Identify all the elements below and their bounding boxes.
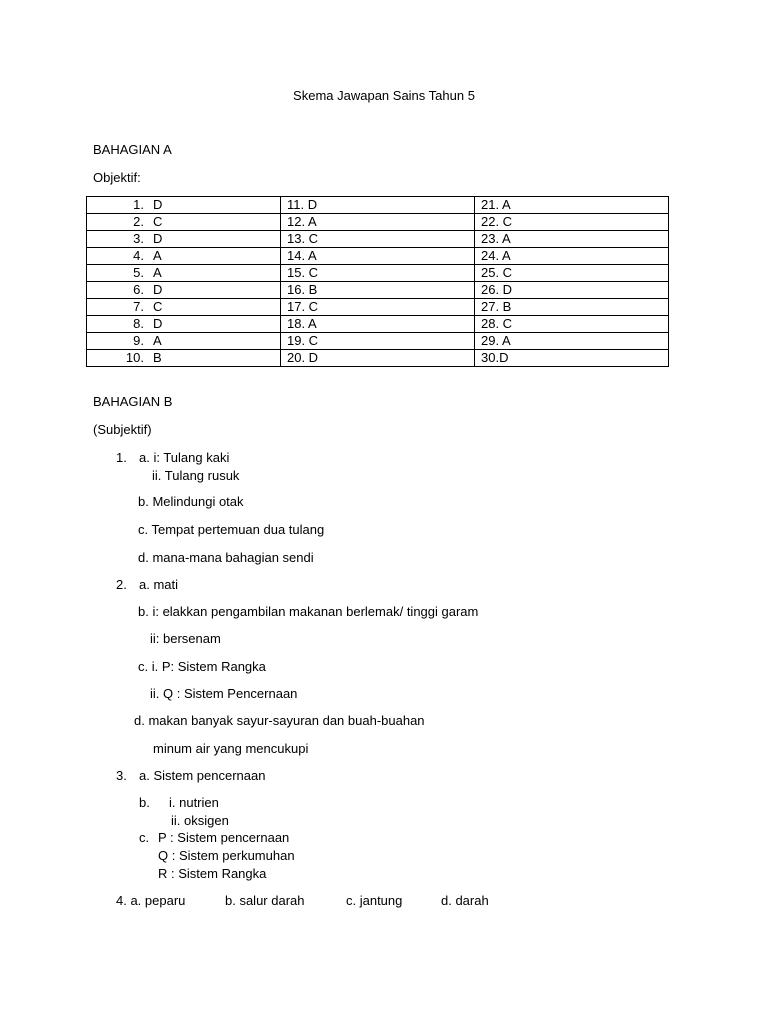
answer-letter: A [153, 248, 162, 263]
question-number: 9. [133, 333, 144, 348]
q2-answer-c-i: c. i. P: Sistem Rangka [138, 659, 266, 674]
q4-answer-b: b. salur darah [225, 893, 305, 908]
q1-number: 1. [116, 450, 127, 465]
question-number: 3. [133, 231, 144, 246]
q1-answer-b: b. Melindungi otak [138, 494, 244, 509]
answer-cell [87, 282, 281, 299]
table-row [87, 333, 669, 350]
section-a-subheading: Objektif: [93, 170, 141, 185]
answer-cell [87, 248, 281, 265]
table-row [87, 350, 669, 367]
q2-answer-a: a. mati [139, 577, 179, 592]
answer-cell: 19. C [281, 333, 475, 350]
answer-cell: 17. C [281, 299, 475, 316]
answer-cell [87, 197, 281, 214]
answer-cell: 20. D [281, 350, 475, 367]
section-b-heading: BAHAGIAN B [93, 394, 173, 409]
answer-letter: C [153, 214, 163, 229]
question-number: 8. [133, 316, 144, 331]
answer-letter: D [153, 231, 163, 246]
q2-number: 2. [116, 577, 127, 592]
q1-answer-a-ii: ii. Tulang rusuk [152, 468, 240, 483]
question-number: 10. [125, 350, 144, 365]
q3-answer-c-p: P : Sistem pencernaan [158, 830, 290, 845]
objective-answer-table [86, 196, 669, 367]
q3-number: 3. [116, 768, 127, 783]
answer-cell: 11. D [281, 197, 475, 214]
answer-letter: A [153, 333, 162, 348]
answer-cell: 25. C [475, 265, 669, 282]
answer-letter: D [153, 316, 163, 331]
table-row [87, 299, 669, 316]
table-row [87, 248, 669, 265]
q4-answer-c: c. jantung [346, 893, 403, 908]
answer-cell [87, 350, 281, 367]
q1-answer-c: c. Tempat pertemuan dua tulang [138, 522, 325, 537]
q3-label-b: b. [139, 795, 150, 810]
answer-cell: 23. A [475, 231, 669, 248]
answer-cell: 18. A [281, 316, 475, 333]
q3-answer-c-r: R : Sistem Rangka [158, 866, 267, 881]
q2-answer-c-ii: ii. Q : Sistem Pencernaan [150, 686, 298, 701]
answer-cell [87, 299, 281, 316]
answer-cell: 24. A [475, 248, 669, 265]
q4-answer-a: 4. a. peparu [116, 893, 186, 908]
section-a-heading: BAHAGIAN A [93, 142, 172, 157]
question-number: 6. [133, 282, 144, 297]
section-b-subheading: (Subjektif) [93, 422, 152, 437]
answer-cell: 13. C [281, 231, 475, 248]
answer-letter: D [153, 282, 163, 297]
q3-answer-c-q: Q : Sistem perkumuhan [158, 848, 295, 863]
answer-cell: 14. A [281, 248, 475, 265]
question-number: 7. [133, 299, 144, 314]
answer-cell: 29. A [475, 333, 669, 350]
answer-cell: 26. D [475, 282, 669, 299]
answer-cell [87, 214, 281, 231]
q3-label-c: c. [139, 830, 150, 845]
answer-cell: 30.D [475, 350, 669, 367]
answer-cell: 16. B [281, 282, 475, 299]
table-row [87, 197, 669, 214]
q2-answer-d-1: d. makan banyak sayur-sayuran dan buah-buahan [134, 713, 425, 728]
question-number: 2. [133, 214, 144, 229]
answer-cell: 12. A [281, 214, 475, 231]
table-row [87, 316, 669, 333]
answer-letter: B [153, 350, 162, 365]
page-title: Skema Jawapan Sains Tahun 5 [293, 88, 475, 103]
table-row [87, 265, 669, 282]
q4-answer-d: d. darah [441, 893, 489, 908]
question-number: 1. [133, 197, 144, 212]
answer-cell: 22. C [475, 214, 669, 231]
answer-letter: D [153, 197, 163, 212]
q3-answer-b-i: i. nutrien [169, 795, 219, 810]
answer-letter: C [153, 299, 163, 314]
q1-answer-a-i: a. i: Tulang kaki [139, 450, 230, 465]
answer-cell: 15. C [281, 265, 475, 282]
table-row [87, 214, 669, 231]
q3-answer-a: a. Sistem pencernaan [139, 768, 266, 783]
answer-cell [87, 231, 281, 248]
q1-answer-d: d. mana-mana bahagian sendi [138, 550, 314, 565]
q3-answer-b-ii: ii. oksigen [171, 813, 229, 828]
q2-answer-b-ii: ii: bersenam [150, 631, 221, 646]
question-number: 5. [133, 265, 144, 280]
table-row [87, 282, 669, 299]
answer-cell: 28. C [475, 316, 669, 333]
answer-cell [87, 265, 281, 282]
q2-answer-b-i: b. i: elakkan pengambilan makanan berlemak/ tinggi garam [138, 604, 479, 619]
table-row [87, 231, 669, 248]
answer-cell: 27. B [475, 299, 669, 316]
q2-answer-d-2: minum air yang mencukupi [153, 741, 309, 756]
answer-cell: 21. A [475, 197, 669, 214]
question-number: 4. [133, 248, 144, 263]
answer-cell [87, 333, 281, 350]
answer-cell [87, 316, 281, 333]
answer-letter: A [153, 265, 162, 280]
